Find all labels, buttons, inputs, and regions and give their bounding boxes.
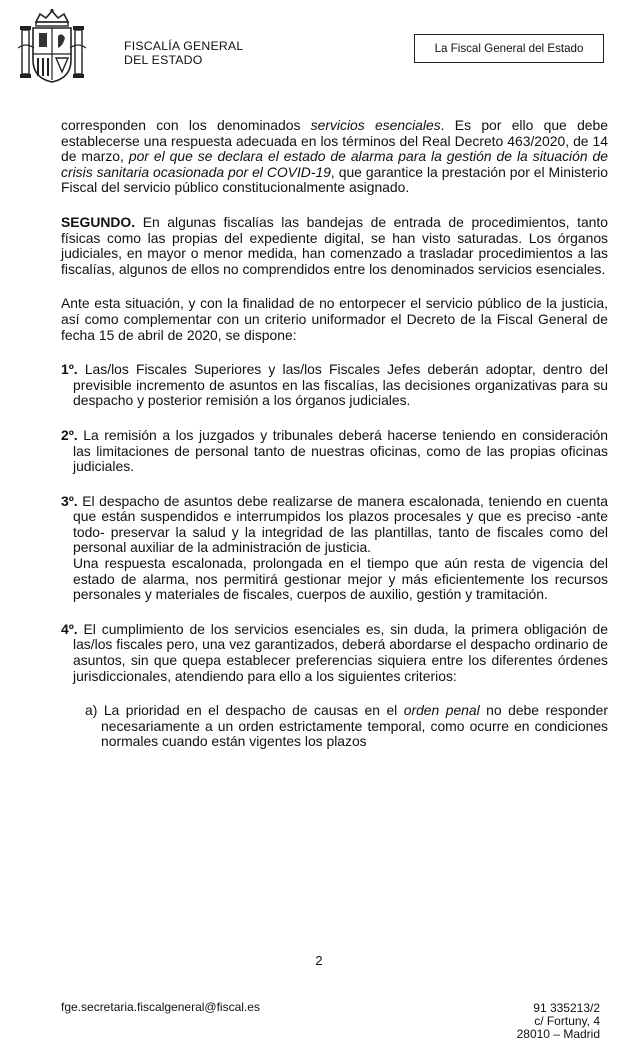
p1-italic-decree-title: por el que se declara el estado de alarma para la gestión de la situación de crisis sanitaria ocasionada por el COVID-19 <box>61 148 608 180</box>
footer-street: c/ Fortuny, 4 <box>534 1014 600 1028</box>
page-number: 2 <box>315 953 323 968</box>
document-body <box>61 118 608 750</box>
coat-of-arms-logo <box>18 8 86 88</box>
p1-text-e: , que garantice la prestación por el Ministerio Fiscal del servicio público constitucionalmente asignado. <box>61 163 608 196</box>
item-2-text: La remisión a los juzgados y tribunales deberá hacerse teniendo en consideración las limitaciones de personal tanto de nuestras oficinas, como de las propias oficinas judiciales. <box>73 426 608 475</box>
sub-a-italic-orden-penal: orden penal <box>403 702 480 719</box>
segundo-text: En algunas fiscalías las bandejas de entrada de procedimientos, tanto físicas como las propias del expediente digital, se han visto saturadas. Los órganos judiciales, en mayor o menor medida, han comenzado a trasladar procedimientos a las fiscalías, algunos de ellos no comprendidos entre los denominados servicios esenciales. <box>61 213 608 277</box>
item-2-number: 2º. <box>61 426 78 443</box>
item-4-number: 4º. <box>61 620 78 637</box>
p1-text-c: . Es por ello que debe establecerse una respuesta adecuada en los términos del Real Decreto 463/2020, de 14 de marzo, <box>61 117 608 165</box>
footer-city: 28010 – Madrid <box>516 1027 600 1041</box>
header-title-box <box>414 34 604 63</box>
sub-a-text-1: La prioridad en el despacho de causas en el <box>97 702 404 719</box>
item-3-text: El despacho de asuntos debe realizarse de manera escalonada, teniendo en cuenta que están suspendidos e interrumpidos los plazos procesales y que es preciso -ante todo- preservar la salud y la integridad de las plantillas, tanto de fiscales como del personal auxiliar de la administración de justicia. <box>73 492 608 556</box>
footer-phone: 91 335213/2 <box>533 1001 600 1015</box>
paragraph-segundo <box>61 215 608 277</box>
organization-name <box>124 39 243 67</box>
org-line-1: FISCALÍA GENERAL <box>124 39 244 53</box>
item-4 <box>61 622 608 684</box>
footer-email: fge.secretaria.fiscalgeneral@fiscal.es <box>61 1000 260 1014</box>
p1-text-a: corresponden con los denominados <box>61 117 311 133</box>
footer-address <box>517 1002 600 1041</box>
paragraph-3: Ante esta situación, y con la finalidad de no entorpecer el servicio público de la justicia, así como complementar con un criterio uniformador el Decreto de la Fiscal General de fecha 15 de abril de 2020, se dispone: <box>61 295 608 343</box>
p1-italic-services: servicios esenciales <box>310 117 441 133</box>
item-4-text: El cumplimiento de los servicios esenciales es, sin duda, la primera obligación de las/los fiscales pero, una vez garantizados, deberá abordarse el despacho ordinario de asuntos, sin que quepa establecer preferencias siquiera entre los diferentes órdenes jurisdiccionales, atendiendo para ello a los siguientes criterios: <box>73 620 608 684</box>
sub-a-label: a) <box>85 702 98 719</box>
item-4-sub-a <box>85 703 608 750</box>
paragraph-1 <box>61 118 608 196</box>
item-1-number: 1º. <box>61 361 78 378</box>
segundo-label: SEGUNDO. <box>61 213 136 230</box>
item-3-continuation: Una respuesta escalonada, prolongada en el tiempo que aún resta de vigencia del estado de alarma, nos permitirá gestionar mejor y más eficientemente los recursos personales y materiales de fiscales, cuerpos de auxilio, gestión y tramitación. <box>73 555 608 603</box>
item-1-text: Las/los Fiscales Superiores y las/los Fiscales Jefes deberán adoptar, dentro del previsible incremento de asuntos en las fiscalías, las decisiones organizativas para su despacho y posterior remisión a los órganos judiciales. <box>73 361 608 409</box>
item-3-number: 3º. <box>61 492 78 509</box>
item-3 <box>61 494 608 603</box>
header-title: La Fiscal General del Estado <box>434 42 584 55</box>
sub-a-text-2: no debe responder necesariamente a un orden estrictamente temporal, como ocurre en condiciones normales cuando están vigentes los plazos <box>101 702 609 750</box>
org-line-2: DEL ESTADO <box>124 53 203 67</box>
item-1 <box>61 362 608 409</box>
item-2 <box>61 428 608 475</box>
